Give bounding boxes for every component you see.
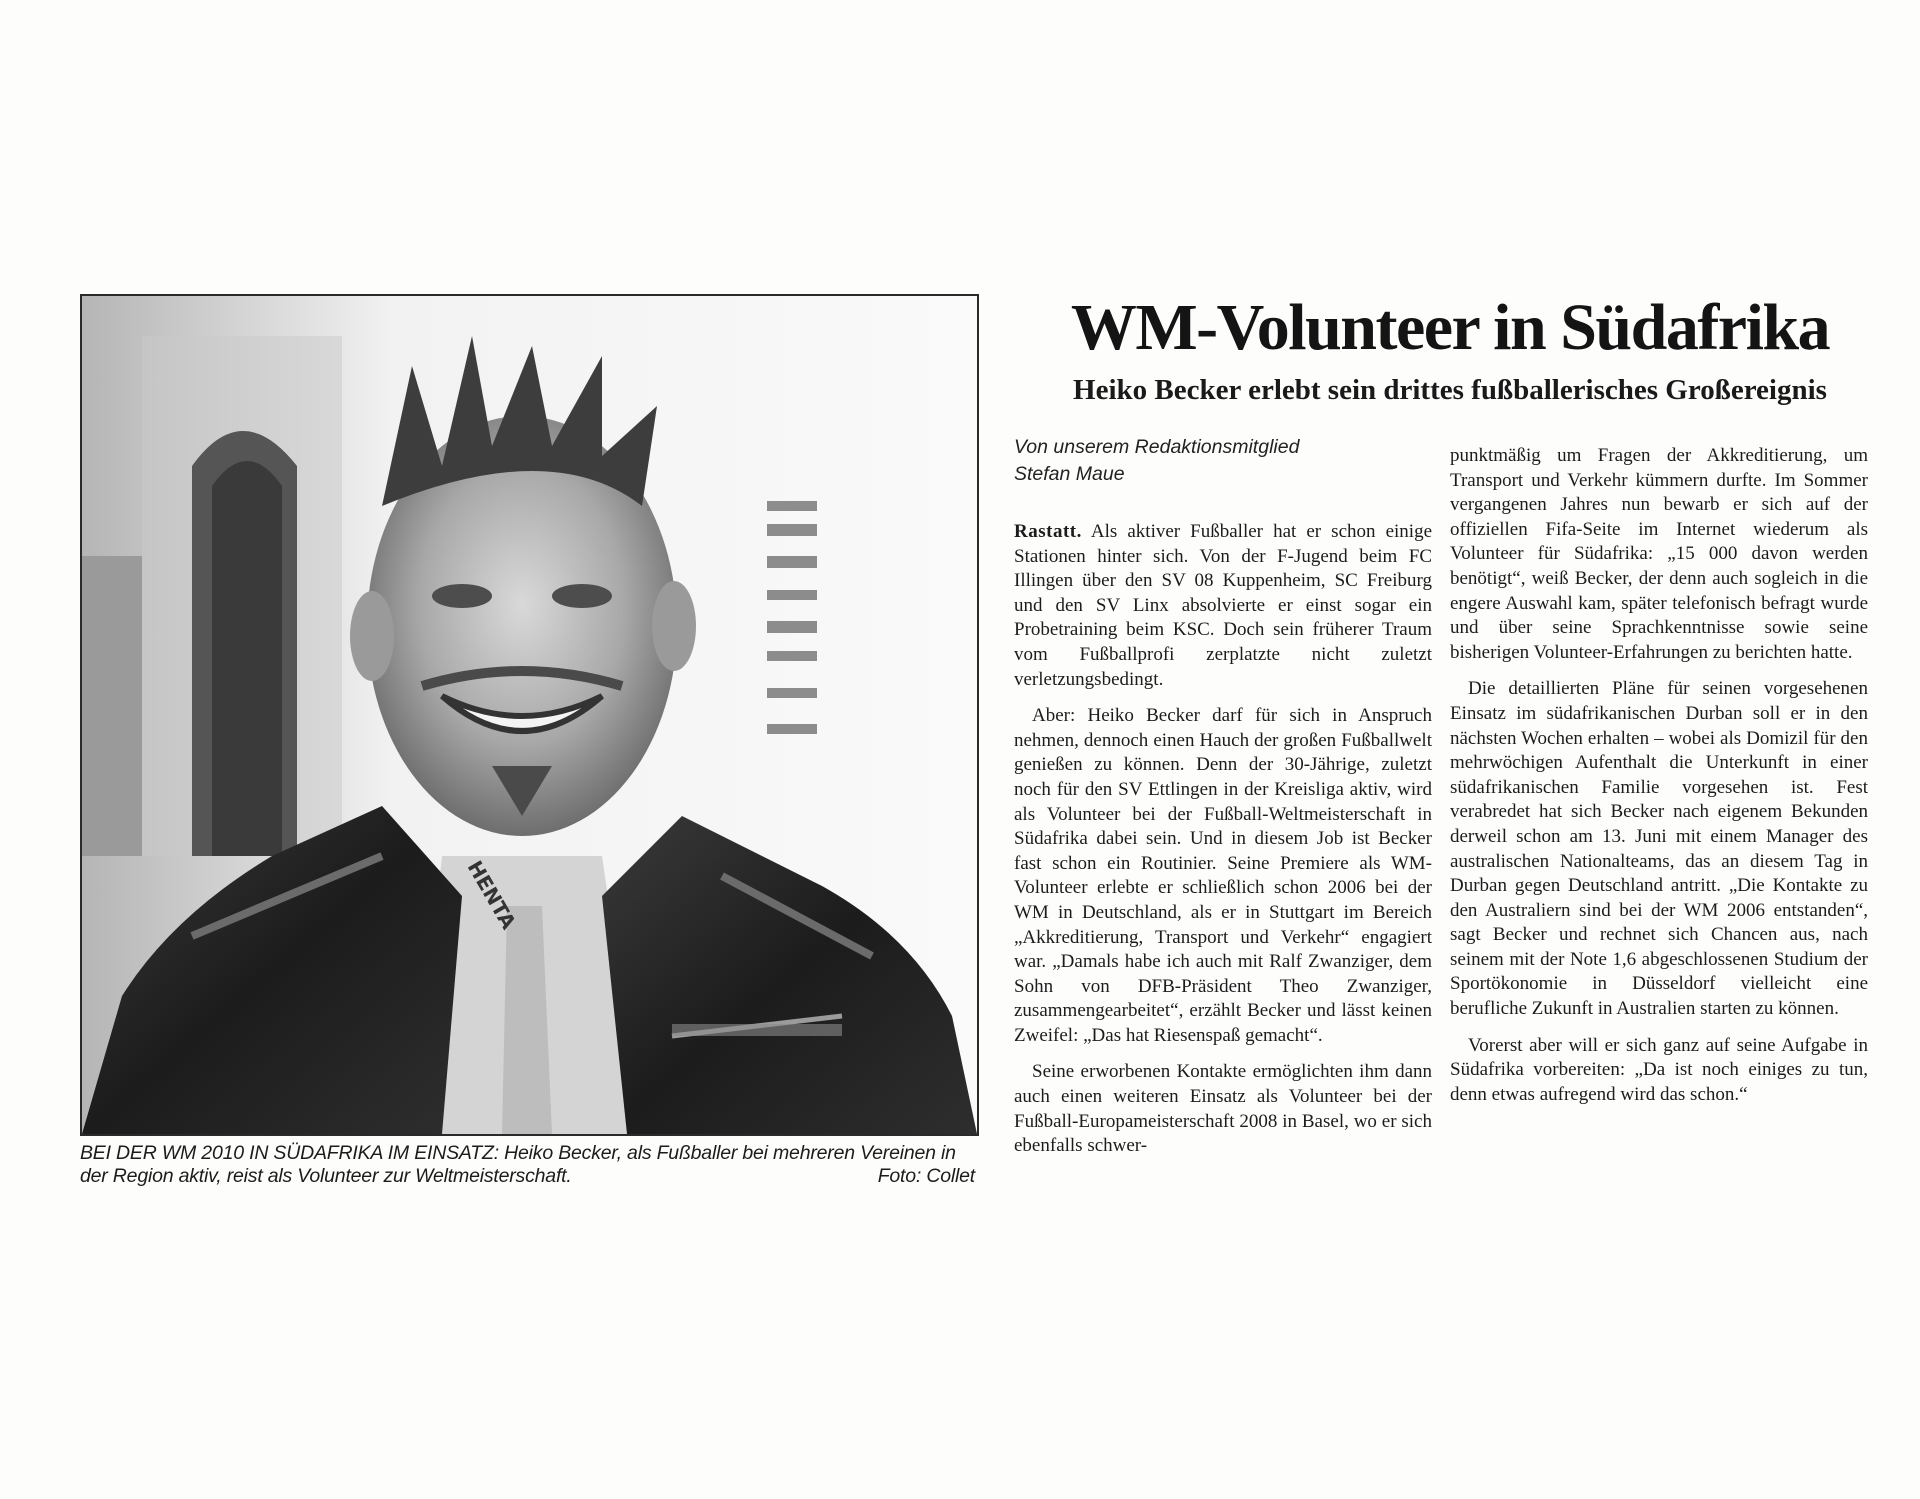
portrait-photo (80, 294, 979, 1136)
photo-caption (80, 1142, 975, 1188)
dateline: Rastatt. (1014, 521, 1082, 542)
paragraph: Seine erworbenen Kontakte ermöglichten ihm dann auch einen weiteren Einsatz als Volunteer bei der Fußball-Europameisterschaft 2008 in Basel, wo er sich ebenfalls schwer- (1014, 1061, 1432, 1157)
article-column-1 (1014, 520, 1432, 1171)
paragraph: Vorerst aber will er sich ganz auf seine Aufgabe in Südafrika vorbereiten: „Da ist noch einiges zu tun, denn etwas aufregend wird das schon.“ (1450, 1034, 1868, 1105)
caption-lead: BEI DER WM 2010 IN SÜDAFRIKA IM EINSATZ: (80, 1142, 499, 1164)
article-subheadline: Heiko Becker erlebt sein drittes fußballerisches Großereignis (1073, 374, 1827, 406)
man-portrait-image (82, 296, 977, 1134)
paragraph: punktmäßig um Fragen der Akkreditierung, um Transport und Verkehr kümmern durfte. Im Sommer vergangenen Jahres nun bewarb er sich auf der offiziellen Fifa-Seite im Internet wiederum als Volunteer für Südafrika: „15 000 davon werden benötigt“, weiß Becker, der denn auch sogleich in die engere Auswahl kam, später telefonisch befragt wurde und über seine Sprachkenntnisse sowie seine bisherigen Volunteer-Erfahrungen zu berichten hatte. (1450, 445, 1868, 663)
paragraph: Aber: Heiko Becker darf für sich in Anspruch nehmen, dennoch einen Hauch der großen Fußballwelt genießen zu können. Denn der 30-Jährige, zuletzt noch für den SV Ettlingen in der Kreisliga aktiv, wird als Volunteer bei der Fußball-Weltmeisterschaft in Südafrika dabei sein. Und in diesem Job ist Becker fast schon ein Routinier. Seine Premiere als WM-Volunteer erlebte er schließlich schon 2006 bei der WM in Deutschland, als er in Stuttgart im Bereich „Akkreditierung, Transport und Verkehr“ engagiert war. „Damals habe ich auch mit Ralf Zwanziger, dem Sohn von DFB-Präsident Theo Zwanziger, zusammengearbeitet“, erzählt Becker und lässt keinen Zweifel: „Das hat Riesenspaß gemacht“. (1014, 705, 1432, 1046)
paragraph (1014, 520, 1432, 692)
byline-line1: Von unserem Redaktionsmitglied (1014, 436, 1300, 458)
shirt-print: HENTA (462, 856, 521, 934)
photo-credit: Foto: Collet (877, 1165, 975, 1187)
paragraph: Die detaillierten Pläne für seinen vorgesehenen Einsatz im südafrikanischen Durban soll er in den nächsten Wochen erhalten – wobei als Domizil für den mehrwöchigen Aufenthalt die Unterkunft in einer südafrikanischen Familie vorgesehen ist. Fest verabredet hat sich Becker nach eigenem Bekunden derweil schon am 13. Juni mit einem Manager des australischen Nationalteams, das an diesem Tag in Durban gegen Deutschland antritt. „Die Kontakte zu den Australiern sind bei der WM 2006 entstanden“, sagt Becker und rechnet sich Chancen aus, nach seinem mit der Note 1,6 abgeschlossenen Studium der Sportökonomie in Düsseldorf vielleicht eine berufliche Zukunft in Australien starten zu können. (1450, 678, 1868, 1020)
byline (1014, 434, 1434, 488)
caption-text: Heiko Becker, als Fußballer bei mehreren Vereinen in der Region aktiv, reist als Volunteer zur Weltmeisterschaft. (80, 1142, 956, 1187)
article-column-2 (1450, 444, 1868, 1119)
paragraph-text: Als aktiver Fußballer hat er schon einige Stationen hinter sich. Von der F-Jugend beim FC Illingen über den SV 08 Kuppenheim, SC Freiburg und den SV Linx absolvierte er einst sogar ein Probetraining beim KSC. Doch sein früherer Traum vom Fußballprofi zerplatzte nicht zuletzt verletzungsbedingt. (1014, 521, 1433, 690)
article-headline: WM-Volunteer in Südafrika (1070, 291, 1830, 364)
byline-author: Stefan Maue (1014, 463, 1125, 485)
